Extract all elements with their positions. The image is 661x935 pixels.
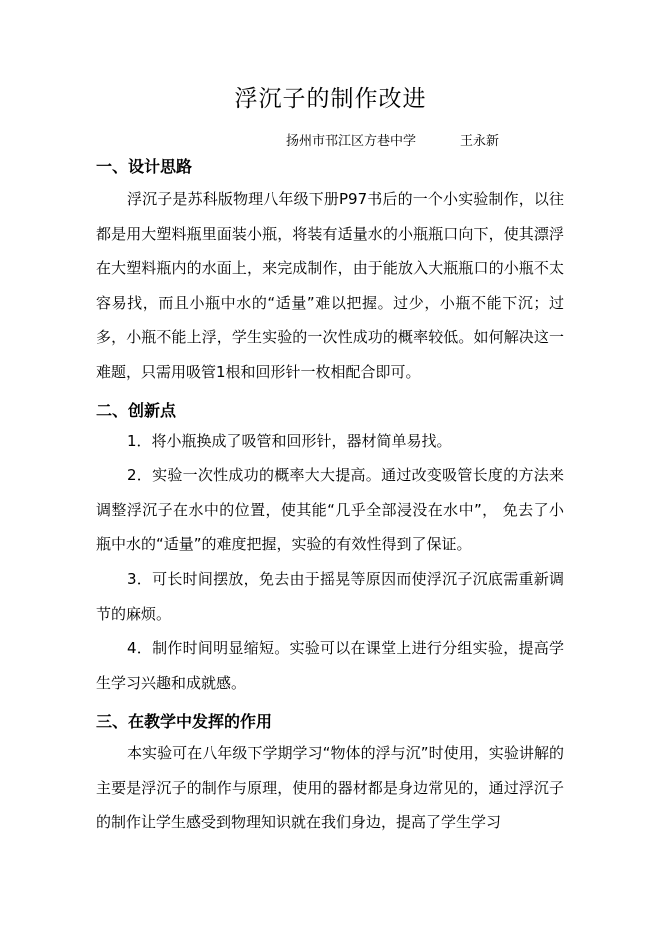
paragraph-design: 浮沉子是苏科版物理八年级下册P97书后的一个小实验制作，以往都是用大塑料瓶里面装小瓶，将装有适量水的小瓶瓶口向下，使其漂浮在大塑料瓶内的水面上，来完成制作，由于能放入大瓶瓶口的小瓶不太容易找，而且小瓶中水的“适量”难以把握。过少，小瓶不能下沉；过多，小瓶不能上浮，学生实验的一次性成功的概率较低。如何解决这一难题，只需用吸管1根和回形针一枚相配合即可。 — [96, 190, 564, 381]
section-heading-teaching: 三、在教学中发挥的作用 — [96, 712, 273, 731]
document-title: 浮沉子的制作改进 — [234, 86, 427, 112]
paragraph-innovation-2: 2．实验一次性成功的概率大大提高。通过改变吸管长度的方法来调整浮沉子在水中的位置，使其能“几乎全部浸没在水中”， 免去了小瓶中水的“适量”的难度把握，实验的有效性得到了保证。 — [96, 466, 564, 554]
paragraph-teaching: 本实验可在八年级下学期学习“物体的浮与沉”时使用，实验讲解的主要是浮沉子的制作与原理，使用的器材都是身边常见的，通过浮沉子的制作让学生感受到物理知识就在我们身边，提高了学生学习 — [96, 744, 564, 832]
paragraph-innovation-4: 4．制作时间明显缩短。实验可以在课堂上进行分组实验，提高学生学习兴趣和成就感。 — [96, 639, 564, 692]
paragraph-innovation-1: 1．将小瓶换成了吸管和回形针，器材简单易找。 — [127, 432, 452, 450]
author-school: 扬州市邗江区方巷中学 — [286, 134, 417, 149]
section-heading-innovation: 二、创新点 — [96, 401, 177, 420]
paragraph-innovation-3: 3．可长时间摆放，免去由于摇晃等原因而使浮沉子沉底需重新调节的麻烦。 — [96, 570, 564, 623]
section-heading-design: 一、设计思路 — [96, 157, 193, 176]
author-line — [286, 133, 499, 151]
author-name: 王永新 — [460, 134, 500, 149]
